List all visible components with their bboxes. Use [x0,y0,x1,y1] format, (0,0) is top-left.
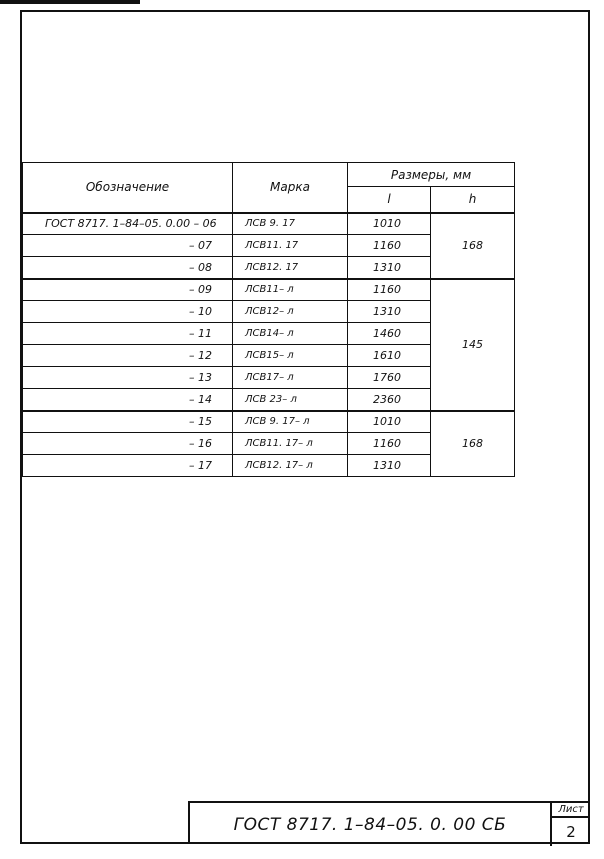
row-designation: – 13 [23,367,233,389]
row-mark: ЛСВ 23– л [233,389,348,411]
row-designation: – 14 [23,389,233,411]
row-designation: – 07 [23,235,233,257]
header-mark: Марка [233,163,348,213]
row-l: 1160 [348,433,431,455]
row-mark: ЛСВ12– л [233,301,348,323]
row-mark: ЛСВ 9. 17 [233,213,348,235]
row-l: 1460 [348,323,431,345]
sheet-label: Лист [552,803,590,818]
document-code: ГОСТ 8717. 1–84–05. 0. 00 СБ [233,814,507,835]
row-mark: ЛСВ11. 17– л [233,433,348,455]
row-mark: ЛСВ12. 17– л [233,455,348,477]
row-designation: ГОСТ 8717. 1–84–05. 0.00 – 06 [23,213,233,235]
h-value-group-1: 168 [431,213,515,279]
row-l: 1010 [348,411,431,433]
row-l: 1160 [348,235,431,257]
row-designation: – 12 [23,345,233,367]
row-mark: ЛСВ12. 17 [233,257,348,279]
row-l: 1310 [348,257,431,279]
row-mark: ЛСВ11– л [233,279,348,301]
table-row [23,279,515,301]
header-designation: Обозначение [23,163,233,213]
table-row [23,411,515,433]
row-mark: ЛСВ11. 17 [233,235,348,257]
header-dimensions: Размеры, мм [348,163,515,187]
row-mark: ЛСВ17– л [233,367,348,389]
row-l: 2360 [348,389,431,411]
row-l: 1610 [348,345,431,367]
row-designation: – 17 [23,455,233,477]
sheet-number: 2 [566,823,576,841]
row-l: 1310 [348,455,431,477]
row-l: 1310 [348,301,431,323]
table-row [23,213,515,235]
h-value-group-2: 145 [431,279,515,411]
header-l: l [348,187,431,213]
row-l: 1010 [348,213,431,235]
h-value-group-3: 168 [431,411,515,477]
row-mark: ЛСВ14– л [233,323,348,345]
title-block [188,801,590,844]
row-designation: – 16 [23,433,233,455]
top-edge-rule [0,0,140,4]
row-mark: ЛСВ 9. 17– л [233,411,348,433]
row-l: 1160 [348,279,431,301]
row-designation: – 09 [23,279,233,301]
row-designation: – 15 [23,411,233,433]
row-mark: ЛСВ15– л [233,345,348,367]
row-designation: – 11 [23,323,233,345]
header-h: h [431,187,515,213]
row-designation: – 10 [23,301,233,323]
row-l: 1760 [348,367,431,389]
row-designation: – 08 [23,257,233,279]
specification-table [22,162,515,477]
